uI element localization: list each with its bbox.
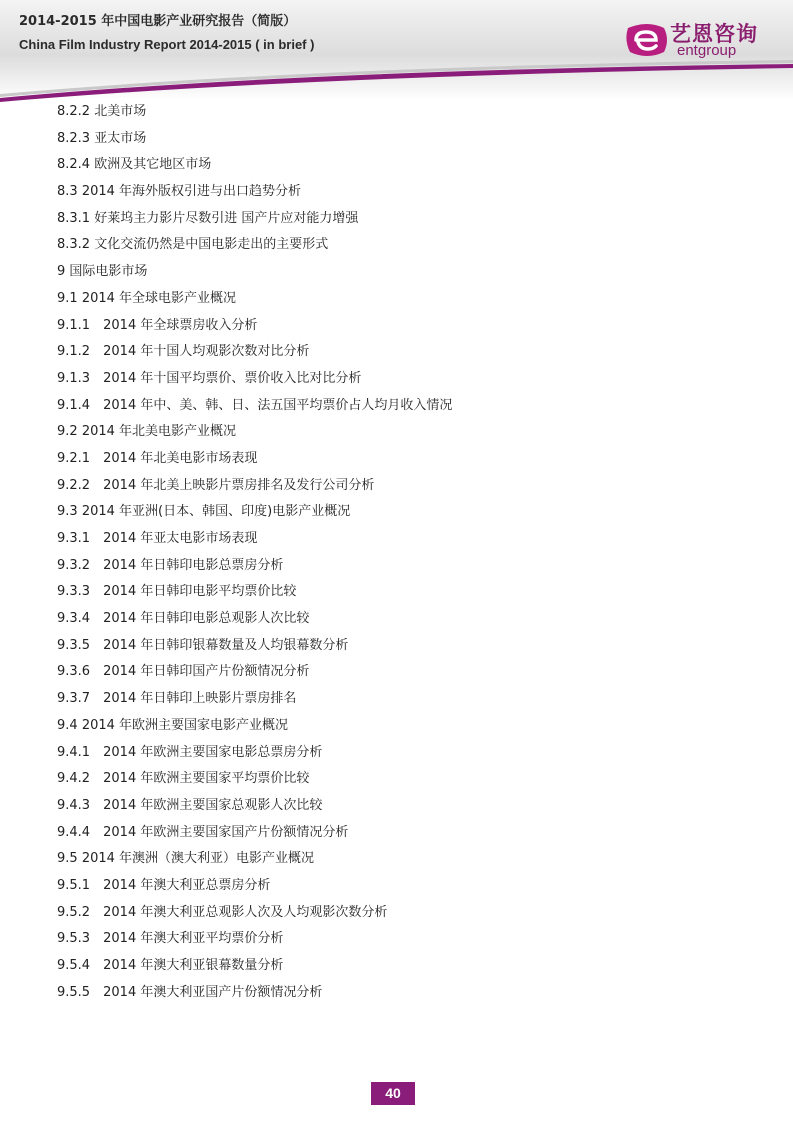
toc-item-title: 亚太市场 xyxy=(94,130,147,146)
toc-item xyxy=(57,662,452,689)
entgroup-logo xyxy=(622,14,782,64)
toc-item-number: 9.5.4 xyxy=(57,958,91,973)
toc-item xyxy=(57,956,452,983)
table-of-contents xyxy=(57,102,452,1009)
toc-item-title: 国际电影市场 xyxy=(69,264,148,280)
toc-item xyxy=(57,182,452,209)
toc-item-number: 9.1.2 xyxy=(57,344,91,360)
toc-item xyxy=(57,903,452,930)
toc-item-number: 9.1 xyxy=(57,290,78,306)
toc-item-title: 2014 年澳大利亚总票房分析 xyxy=(103,877,271,893)
toc-item-number: 9.5.5 xyxy=(57,984,91,1000)
toc-item-number: 9.5.2 xyxy=(57,904,91,920)
toc-item-title: 2014 年澳洲（澳大利亚）电影产业概况 xyxy=(81,851,315,867)
toc-item-title: 2014 年日韩印银幕数量及人均银幕数分析 xyxy=(103,637,349,653)
toc-item xyxy=(57,262,452,289)
toc-item-number: 9.4.2 xyxy=(57,771,91,787)
toc-item-title: 2014 年欧洲主要国家电影总票房分析 xyxy=(103,744,323,760)
toc-item xyxy=(57,396,452,423)
toc-item-title: 2014 年澳大利亚银幕数量分析 xyxy=(103,958,284,973)
logo-text-en: entgroup xyxy=(677,42,737,59)
toc-item xyxy=(57,823,452,850)
toc-item-title: 2014 年十国平均票价、票价收入比对比分析 xyxy=(103,370,362,386)
toc-item xyxy=(57,636,452,663)
toc-item-title: 2014 年澳大利亚平均票价分析 xyxy=(103,931,284,947)
toc-item xyxy=(57,529,452,556)
toc-item xyxy=(57,743,452,770)
toc-item-number: 8.2.2 xyxy=(57,104,91,119)
toc-item-number: 9.3.5 xyxy=(57,637,91,653)
toc-item xyxy=(57,769,452,796)
logo-text-cn: 艺恩咨询 xyxy=(670,22,758,46)
toc-item xyxy=(57,582,452,609)
toc-item xyxy=(57,983,452,1010)
toc-item-title: 好莱坞主力影片尽数引进 国产片应对能力增强 xyxy=(94,210,359,226)
toc-item xyxy=(57,796,452,823)
toc-item-title: 2014 年全球票房收入分析 xyxy=(103,317,258,333)
report-title-cn: 2014-2015 年中国电影产业研究报告（简版） xyxy=(19,14,297,29)
toc-item-number: 9 xyxy=(57,264,66,280)
toc-item-title: 2014 年日韩印电影总观影人次比较 xyxy=(103,611,310,627)
toc-item-number: 9.3 xyxy=(57,504,78,520)
toc-item xyxy=(57,316,452,343)
toc-item-number: 9.1.1 xyxy=(57,317,91,333)
toc-item xyxy=(57,235,452,262)
toc-item-number: 8.2.4 xyxy=(57,157,91,173)
toc-item-title: 欧洲及其它地区市场 xyxy=(94,157,212,173)
toc-item xyxy=(57,102,452,129)
toc-item-title: 2014 年日韩印电影平均票价比较 xyxy=(103,584,297,600)
toc-item-number: 8.3.1 xyxy=(57,210,91,226)
toc-item-number: 9.5 xyxy=(57,851,78,867)
toc-item-title: 2014 年日韩印电影总票房分析 xyxy=(103,557,284,573)
toc-item xyxy=(57,209,452,236)
toc-item-number: 9.3.6 xyxy=(57,664,91,680)
page-header xyxy=(0,0,793,100)
toc-item-number: 9.2.1 xyxy=(57,450,91,466)
toc-item-number: 9.1.3 xyxy=(57,370,91,386)
toc-item-title: 2014 年日韩印国产片份额情况分析 xyxy=(103,664,310,680)
toc-item xyxy=(57,369,452,396)
toc-item-title: 2014 年北美电影产业概况 xyxy=(81,424,237,440)
toc-item-title: 2014 年日韩印上映影片票房排名 xyxy=(103,691,297,707)
toc-item-number: 8.3.2 xyxy=(57,237,91,253)
toc-item-title: 2014 年中、美、韩、日、法五国平均票价占人均月收入情况 xyxy=(103,397,453,413)
page-number: 40 xyxy=(371,1082,415,1105)
toc-item xyxy=(57,609,452,636)
toc-item-title: 2014 年亚洲(日本、韩国、印度)电影产业概况 xyxy=(81,504,351,520)
toc-item xyxy=(57,422,452,449)
toc-item-title: 文化交流仍然是中国电影走出的主要形式 xyxy=(94,237,329,253)
toc-item xyxy=(57,155,452,182)
toc-item xyxy=(57,129,452,156)
toc-item-number: 9.3.4 xyxy=(57,611,91,627)
toc-item xyxy=(57,876,452,903)
toc-item-title: 2014 年全球电影产业概况 xyxy=(81,290,237,306)
toc-item xyxy=(57,476,452,503)
toc-item xyxy=(57,929,452,956)
toc-item-number: 8.2.3 xyxy=(57,130,91,146)
toc-item-title: 北美市场 xyxy=(94,104,147,119)
toc-item xyxy=(57,849,452,876)
toc-item-title: 2014 年十国人均观影次数对比分析 xyxy=(103,344,310,360)
toc-item-title: 2014 年欧洲主要国家电影产业概况 xyxy=(81,717,289,733)
toc-item-number: 9.1.4 xyxy=(57,397,91,413)
entgroup-logo-icon xyxy=(622,20,672,60)
header-swoosh-decoration xyxy=(0,60,793,105)
toc-item xyxy=(57,289,452,316)
toc-item-title: 2014 年北美上映影片票房排名及发行公司分析 xyxy=(103,477,375,493)
toc-item-number: 9.3.1 xyxy=(57,531,91,546)
toc-item-title: 2014 年亚太电影市场表现 xyxy=(103,531,258,546)
toc-item-title: 2014 年欧洲主要国家总观影人次比较 xyxy=(103,797,323,813)
toc-item xyxy=(57,342,452,369)
toc-item-number: 9.3.2 xyxy=(57,557,91,573)
toc-item-number: 9.3.7 xyxy=(57,691,91,707)
toc-item-number: 9.5.3 xyxy=(57,931,91,947)
toc-item-title: 2014 年澳大利亚国产片份额情况分析 xyxy=(103,984,323,1000)
toc-item-number: 9.4.1 xyxy=(57,744,91,760)
toc-item-number: 9.4.3 xyxy=(57,797,91,813)
toc-item-number: 9.2 xyxy=(57,424,78,440)
toc-item xyxy=(57,716,452,743)
toc-item xyxy=(57,556,452,583)
toc-item-number: 9.5.1 xyxy=(57,877,91,893)
toc-item xyxy=(57,689,452,716)
report-title-en: China Film Industry Report 2014-2015 ( in brief ) xyxy=(19,37,315,52)
toc-item-title: 2014 年欧洲主要国家国产片份额情况分析 xyxy=(103,824,349,840)
toc-item-title: 2014 年澳大利亚总观影人次及人均观影次数分析 xyxy=(103,904,388,920)
toc-item-title: 2014 年海外版权引进与出口趋势分析 xyxy=(81,184,302,200)
toc-item-number: 8.3 xyxy=(57,184,78,200)
toc-item-number: 9.4 xyxy=(57,717,78,733)
toc-item-number: 9.3.3 xyxy=(57,584,91,600)
toc-item-title: 2014 年北美电影市场表现 xyxy=(103,450,258,466)
toc-item-number: 9.2.2 xyxy=(57,477,91,493)
toc-item xyxy=(57,502,452,529)
toc-item-number: 9.4.4 xyxy=(57,824,91,840)
toc-item xyxy=(57,449,452,476)
toc-item-title: 2014 年欧洲主要国家平均票价比较 xyxy=(103,771,310,787)
